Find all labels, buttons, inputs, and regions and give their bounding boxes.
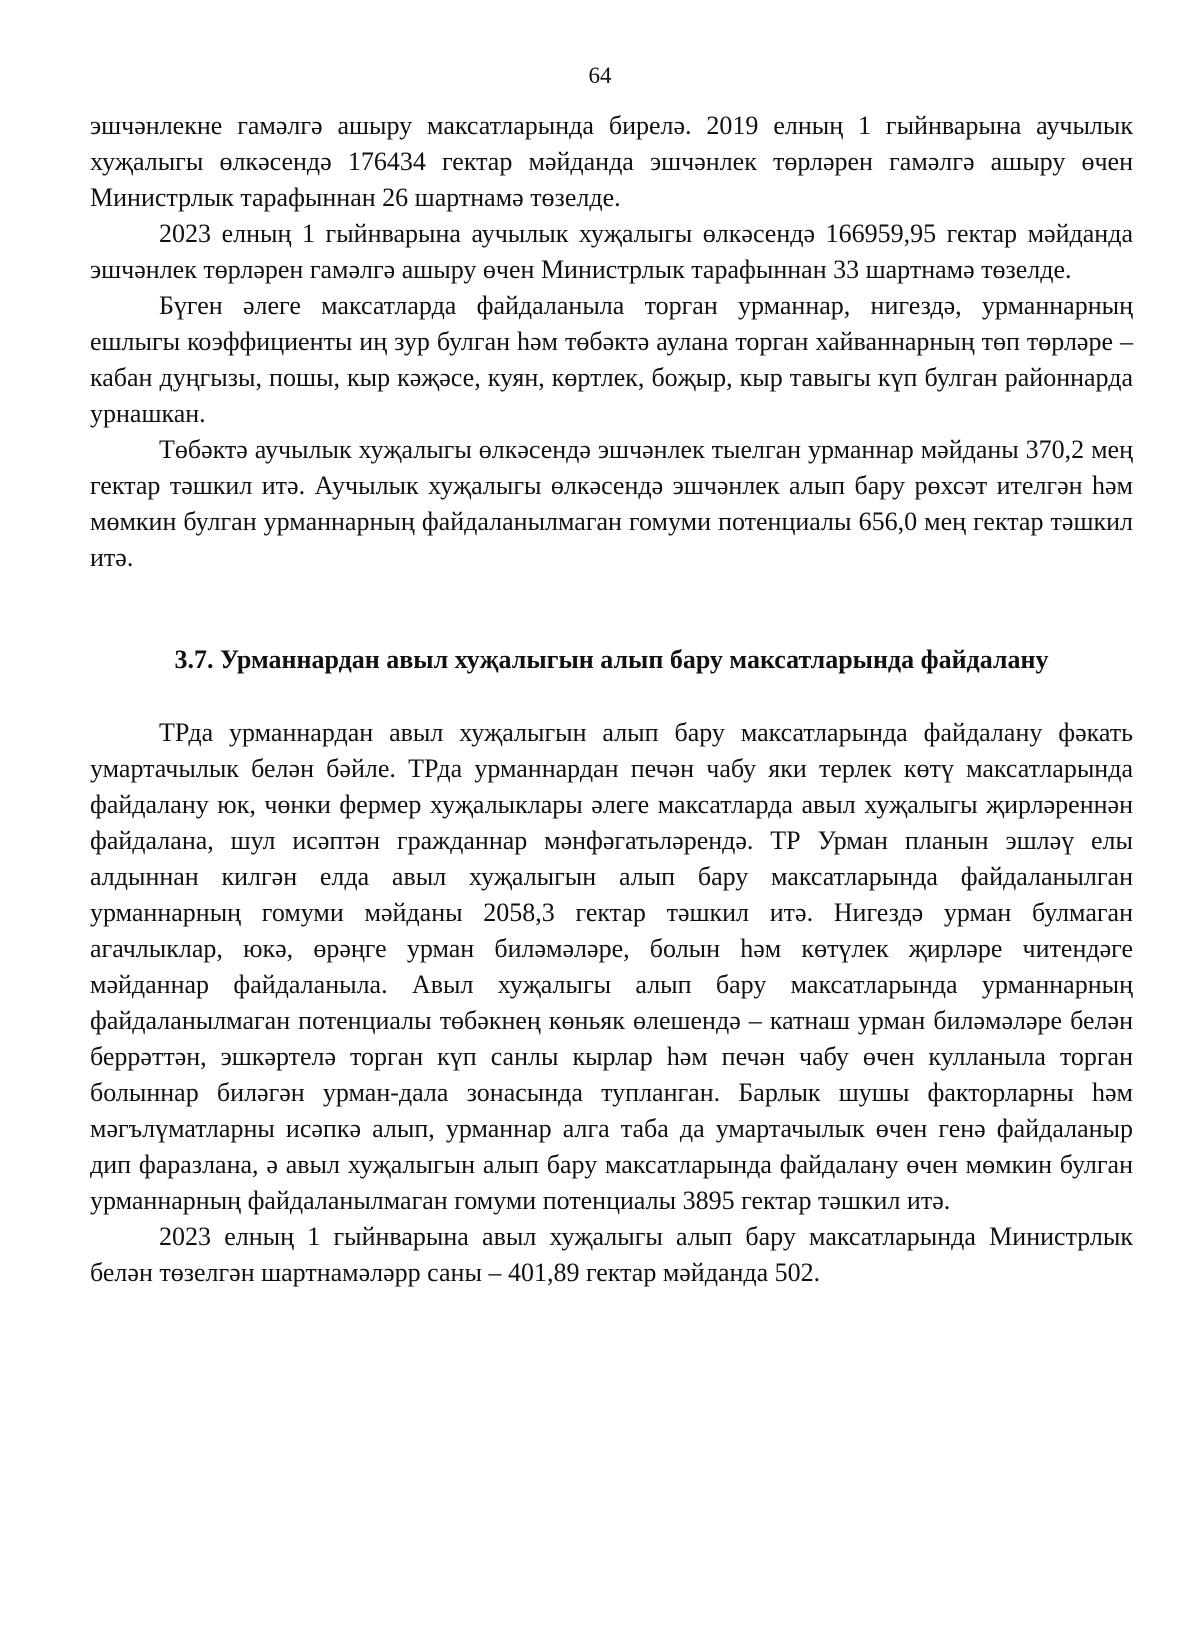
top-text-block [90,108,1133,576]
paragraph: 2023 елның 1 гыйнварына авыл хуҗалыгы алып бару максатларында Министрлык белән төзелгән шартнамәләрр саны – 401,89 гектар мәйданда 502. [90,1222,1133,1287]
paragraph: Бүген әлеге максатларда файдаланыла торган урманнар, нигездә, урманнарның ешлыгы коэффициенты иң зур булган һәм төбәктә аулана торган хайваннарның төп төрләре – кабан дуңгызы, пошы, кыр кәҗәсе, куян, көртлек, боҗыр, кыр тавыгы күп булган районнарда урнашкан. [90,291,1133,428]
paragraph: ТРда урманнардан авыл хуҗалыгын алып бару максатларында файдалану фәкать умартачылык белән бәйле. ТРда урманнардан печән чабу яки терлек көтү максатларында файдалану юк, чөнки фермер хуҗалыклары әлеге максатларда авыл хуҗалыгы җирләреннән файдалана, шул исәптән гражданнар мәнфәгатьләрендә. ТР Урман планын эшләү елы алдыннан килгән елда авыл хуҗалыгын алып бару максатларында файдаланылган урманнарның гомуми мәйданы 2058,3 гектар тәшкил итә. Нигездә урман булмаган агачлыклар, юкә, өрәңге урман биләмәләре, болын һәм көтүлек җирләре читендәге мәйданнар файдаланыла. Авыл хуҗалыгы алып бару максатларында урманнарның файдаланылмаган потенциалы төбәкнең көньяк өлешендә – катнаш урман биләмәләре белән беррәттән, эшкәртелә торган күп санлы кырлар һәм печән чабу өчен кулланыла торган болыннар биләгән урман-дала зонасында тупланган. Барлык шушы факторларны һәм мәгълүматларны исәпкә алып, урманнар алга таба да умартачылык өчен генә файдаланыр дип фаразлана, ә авыл хуҗалыгын алып бару максатларында файдалану өчен мөмкин булган урманнарның файдаланылмаган гомуми потенциалы 3895 гектар тәшкил итә. [90,718,1133,1215]
paragraph: 2023 елның 1 гыйнварына аучылык хуҗалыгы өлкәсендә 166959,95 гектар мәйданда эшчәнлек төрләрен гамәлгә ашыру өчен Министрлык тарафыннан 33 шартнамә төзелде. [90,219,1133,284]
page-number: 64 [588,63,612,88]
paragraph: Төбәктә аучылык хуҗалыгы өлкәсендә эшчәнлек тыелган урманнар мәйданы 370,2 мең гектар тәшкил итә. Аучылык хуҗалыгы өлкәсендә эшчәнлек алып бару рөхсәт ителгән һәм мөмкин булган урманнарның файдаланылмаган гомуми потенциалы 656,0 мең гектар тәшкил итә. [90,435,1133,572]
paragraph: эшчәнлекне гамәлгә ашыру максатларында бирелә. 2019 елның 1 гыйнварына аучылык хуҗалыгы өлкәсендә 176434 гектар мәйданда эшчәнлек төрләрен гамәлгә ашыру өчен Министрлык тарафыннан 26 шартнамә төзелде. [90,111,1133,212]
bottom-text-block [90,715,1133,1291]
section-heading: 3.7. Урманнардан авыл хуҗалыгын алып бару максатларында файдалану [174,645,1049,674]
